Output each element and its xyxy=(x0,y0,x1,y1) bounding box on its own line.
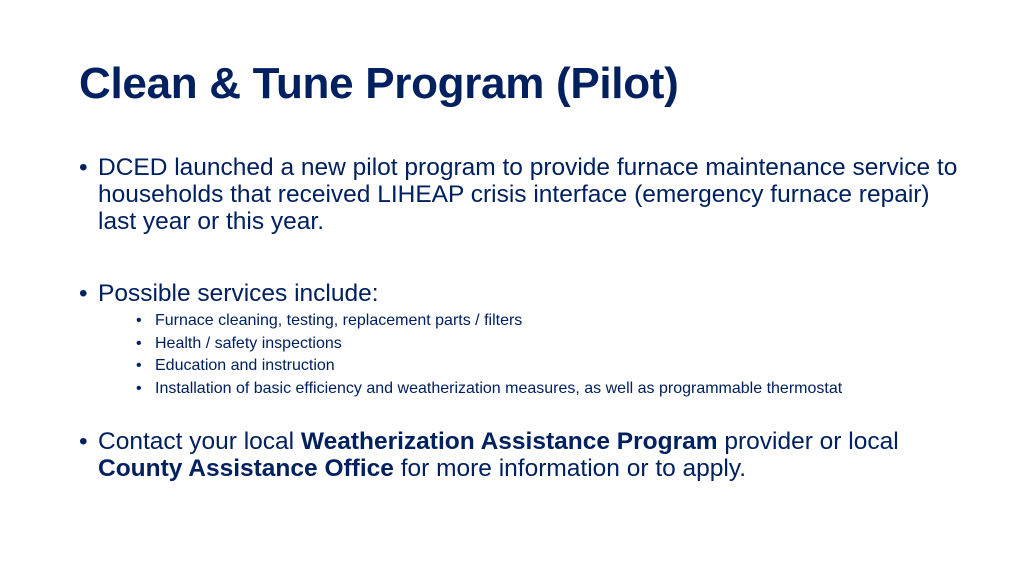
sub-bullet-dot: • xyxy=(136,334,142,352)
bullet-dot: • xyxy=(79,280,88,307)
sub-bullet-text: Furnace cleaning, testing, replacement parts / filters xyxy=(155,312,523,329)
services-sub-list xyxy=(98,310,959,400)
contact-text-part2: provider or local xyxy=(717,428,899,455)
contact-text-part3: for more information or to apply. xyxy=(393,455,747,482)
sub-bullet-item xyxy=(98,310,959,333)
bullet-dot: • xyxy=(79,154,88,181)
sub-bullet-dot: • xyxy=(136,357,142,374)
bullet-text: DCED launched a new pilot program to provide furnace maintenance service to households that received LIHEAP crisis interface (emergency furnace repair) last year or this year. xyxy=(98,154,958,235)
bullet-text: Possible services include: xyxy=(98,280,379,307)
slide-title: Clean & Tune Program (Pilot) xyxy=(79,59,679,108)
bullet-dot: • xyxy=(79,428,88,455)
bullet-pilot-program xyxy=(79,154,959,235)
sub-bullet-item xyxy=(98,378,959,401)
bullet-possible-services xyxy=(79,280,959,400)
bullet-contact-info xyxy=(79,428,959,482)
sub-bullet-item xyxy=(98,333,959,356)
sub-bullet-text: Education and instruction xyxy=(155,357,335,374)
sub-bullet-item xyxy=(98,355,959,378)
sub-bullet-text: Health / safety inspections xyxy=(155,334,342,352)
weatherization-program-name: Weatherization Assistance Program xyxy=(300,428,718,455)
slide-body xyxy=(79,154,959,482)
sub-bullet-dot: • xyxy=(136,312,142,329)
sub-bullet-text: Installation of basic efficiency and weatherization measures, as well as programmable thermostat xyxy=(155,379,843,397)
county-office-name: County Assistance Office xyxy=(98,455,394,482)
sub-bullet-dot: • xyxy=(136,379,142,397)
contact-text-part1: Contact your local xyxy=(98,428,301,455)
